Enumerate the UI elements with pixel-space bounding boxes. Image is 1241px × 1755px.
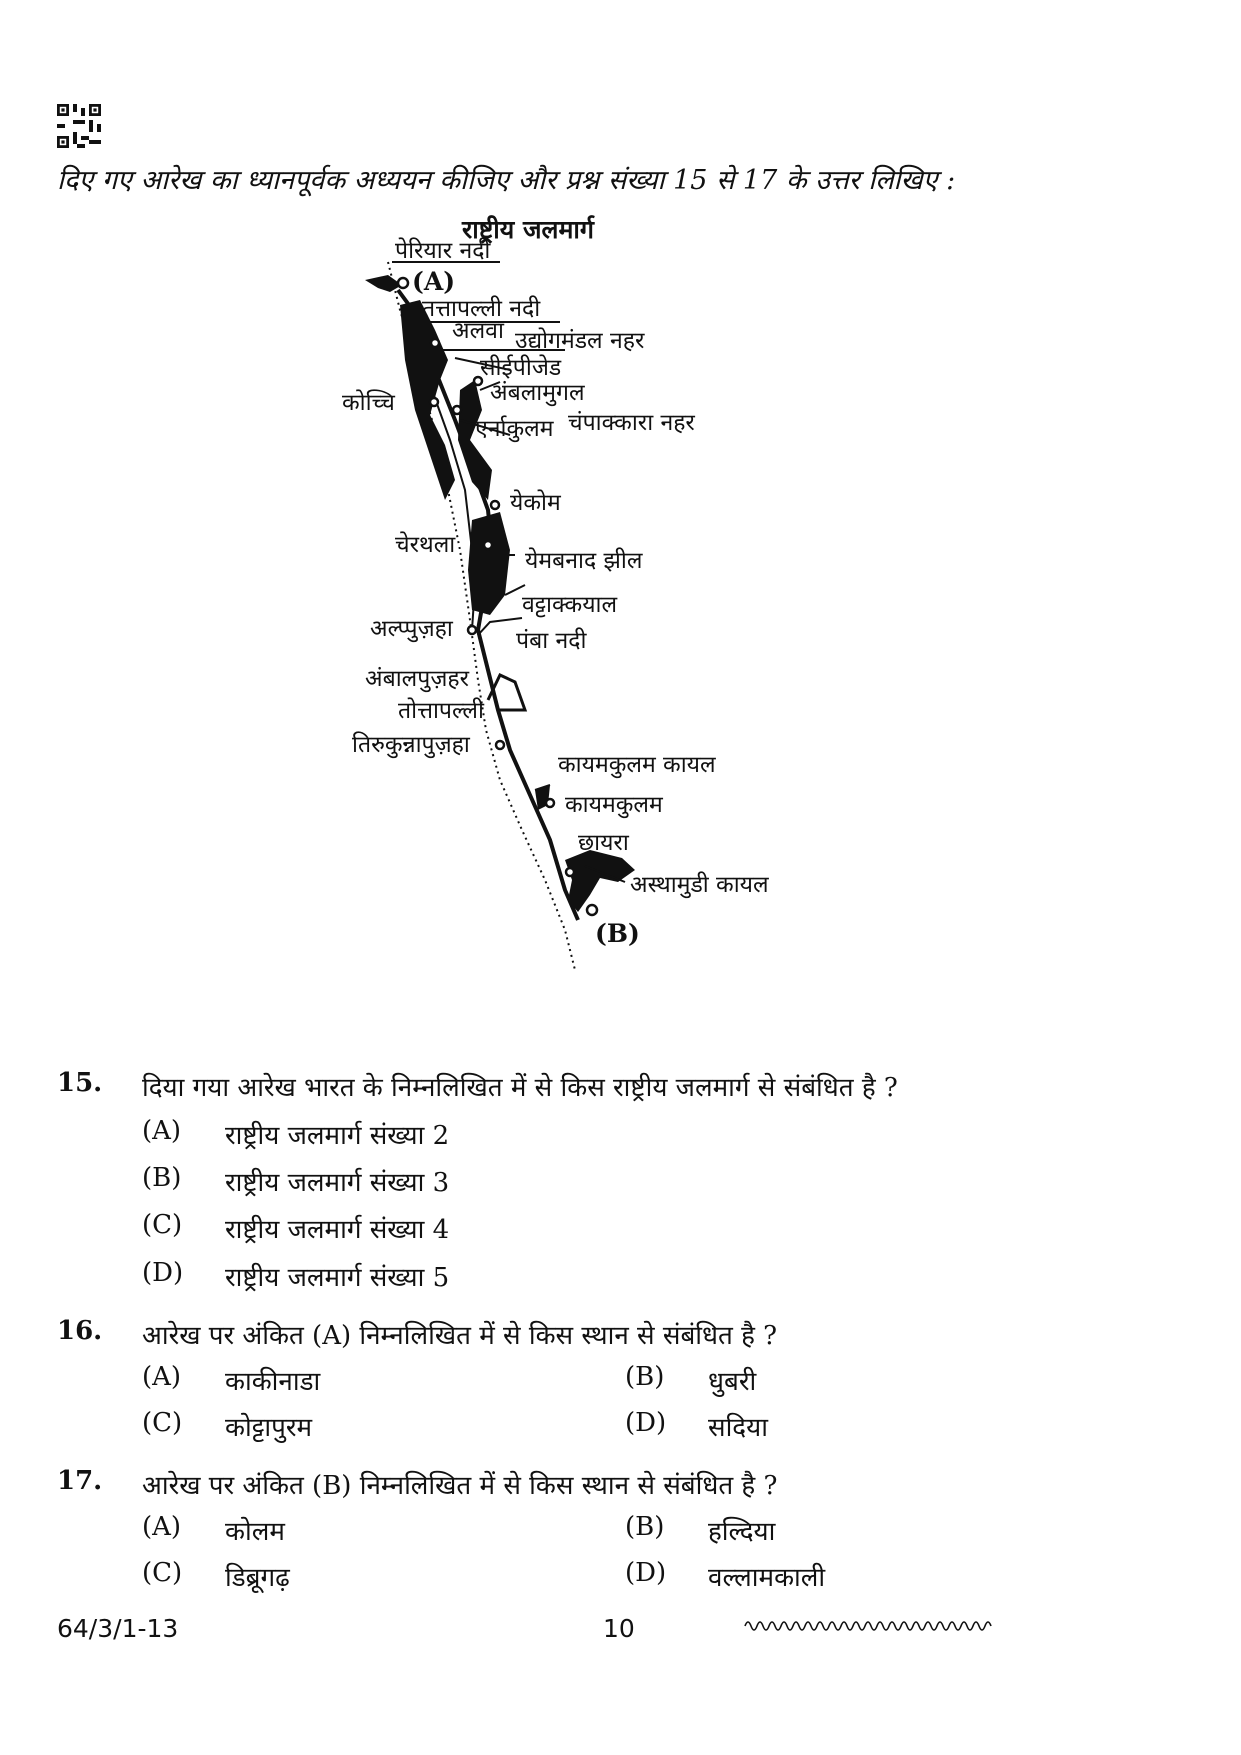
label-alappuzha: अल्प्पुज़हा xyxy=(370,616,453,642)
label-point-a: (A) xyxy=(412,267,456,296)
q15-option-d-text: राष्ट्रीय जलमार्ग संख्या 5 xyxy=(225,1263,450,1293)
q17-option-b-letter: (B) xyxy=(625,1512,665,1542)
q17-option-b-text: हल्दिया xyxy=(708,1517,776,1547)
question-17-number: 17. xyxy=(57,1466,103,1496)
q17-option-a-letter: (A) xyxy=(142,1512,182,1542)
page-number: 10 xyxy=(603,1614,635,1643)
label-cherthala: चेरथला xyxy=(395,532,456,558)
paper-code: 64/3/1-13 xyxy=(57,1614,179,1643)
marker-chavara xyxy=(566,868,574,876)
label-point-b: (B) xyxy=(595,919,640,948)
label-yekom: येकोम xyxy=(510,490,561,516)
vembanad-lake-blob xyxy=(468,512,510,615)
q16-option-b-letter: (B) xyxy=(625,1362,665,1392)
map-title: राष्ट्रीय जलमार्ग xyxy=(462,215,594,244)
label-vattakkayal: वट्टाक्कयाल xyxy=(522,592,618,618)
q15-option-b-text: राष्ट्रीय जलमार्ग संख्या 3 xyxy=(225,1168,450,1198)
marker-b xyxy=(587,905,597,915)
label-thottapalli: तोत्तापल्ली xyxy=(398,698,484,724)
marker-kayamkulam xyxy=(546,799,554,807)
qr-code-icon xyxy=(57,104,101,148)
q16-option-d-text: सदिया xyxy=(708,1413,768,1443)
label-champakkara: चंपाक्कारा नहर xyxy=(568,410,695,436)
question-15-number: 15. xyxy=(57,1068,103,1098)
q16-option-a-text: काकीनाडा xyxy=(225,1367,321,1397)
q17-option-d-text: वल्लामकाली xyxy=(708,1563,826,1593)
marker-yekom xyxy=(491,501,499,509)
question-16-number: 16. xyxy=(57,1316,103,1346)
q17-option-d-letter: (D) xyxy=(625,1558,667,1588)
q15-option-d-letter: (D) xyxy=(142,1258,184,1288)
marker-alva xyxy=(431,339,439,347)
q16-option-c-text: कोट्टापुरम xyxy=(225,1413,313,1443)
q16-option-c-letter: (C) xyxy=(142,1408,183,1438)
q15-option-c-text: राष्ट्रीय जलमार्ग संख्या 4 xyxy=(225,1215,450,1245)
label-vembanad: येमबनाद झील xyxy=(525,548,643,574)
question-17-text: आरेख पर अंकित (B) निम्नलिखित में से किस स्थान से संबंधित है ? xyxy=(142,1471,778,1501)
q15-option-a-letter: (A) xyxy=(142,1116,182,1146)
marker-a xyxy=(398,278,408,288)
waterway-map xyxy=(342,238,880,1055)
instruction-text: दिए गए आरेख का ध्यानपूर्वक अध्ययन कीजिए और प्रश्न संख्या 15 से 17 के उत्तर लिखिए : xyxy=(57,165,956,196)
label-thrikkunnapuzha: तिरुकुन्नापुज़हा xyxy=(352,732,470,758)
label-udyogmandal: उद्योगमंडल नहर xyxy=(515,328,645,354)
q17-option-c-letter: (C) xyxy=(142,1558,183,1588)
wavy-line-decoration xyxy=(745,1616,995,1636)
label-alva: अलवा xyxy=(452,318,504,344)
label-pamba: पंबा नदी xyxy=(516,628,587,654)
marker-alappuzha xyxy=(468,626,476,634)
q16-option-d-letter: (D) xyxy=(625,1408,667,1438)
q15-option-b-letter: (B) xyxy=(142,1163,182,1193)
q15-option-c-letter: (C) xyxy=(142,1210,183,1240)
label-ernakulam: एर्नाकुलम xyxy=(475,416,554,442)
label-kayamkulam: कायमकुलम xyxy=(565,792,663,818)
marker-ernakulam xyxy=(453,406,461,414)
label-kayamkulam-lake: कायमकुलम कायल xyxy=(558,752,716,778)
label-kochi: कोच्चि xyxy=(342,390,395,416)
q15-option-a-text: राष्ट्रीय जलमार्ग संख्या 2 xyxy=(225,1121,450,1151)
marker-thrikkunnapuzha xyxy=(496,741,504,749)
label-chavara: छायरा xyxy=(578,830,629,856)
label-cipz: सीईपीजेड xyxy=(480,355,562,381)
q17-option-a-text: कोलम xyxy=(225,1517,285,1547)
label-ambalapuzha: अंबालपुज़हर xyxy=(365,666,470,692)
periyar-blob xyxy=(365,275,402,292)
label-tattapalli-river: तत्तापल्ली नदी xyxy=(422,296,541,322)
marker-kochi xyxy=(430,398,438,406)
question-15-text: दिया गया आरेख भारत के निम्नलिखित में से किस राष्ट्रीय जलमार्ग से संबंधित है ? xyxy=(142,1073,898,1103)
q16-option-b-text: धुबरी xyxy=(708,1367,757,1397)
label-ambalamugal: अंबलामुगल xyxy=(490,380,585,406)
marker-cherthala xyxy=(484,541,492,549)
question-16-text: आरेख पर अंकित (A) निम्नलिखित में से किस स्थान से संबंधित है ? xyxy=(142,1321,778,1351)
label-ashtamudi: अस्थामुडी कायल xyxy=(630,872,769,898)
q16-option-a-letter: (A) xyxy=(142,1362,182,1392)
q17-option-c-text: डिब्रूगढ़ xyxy=(225,1563,290,1593)
label-periyar: पेरियार नदी xyxy=(395,238,491,264)
